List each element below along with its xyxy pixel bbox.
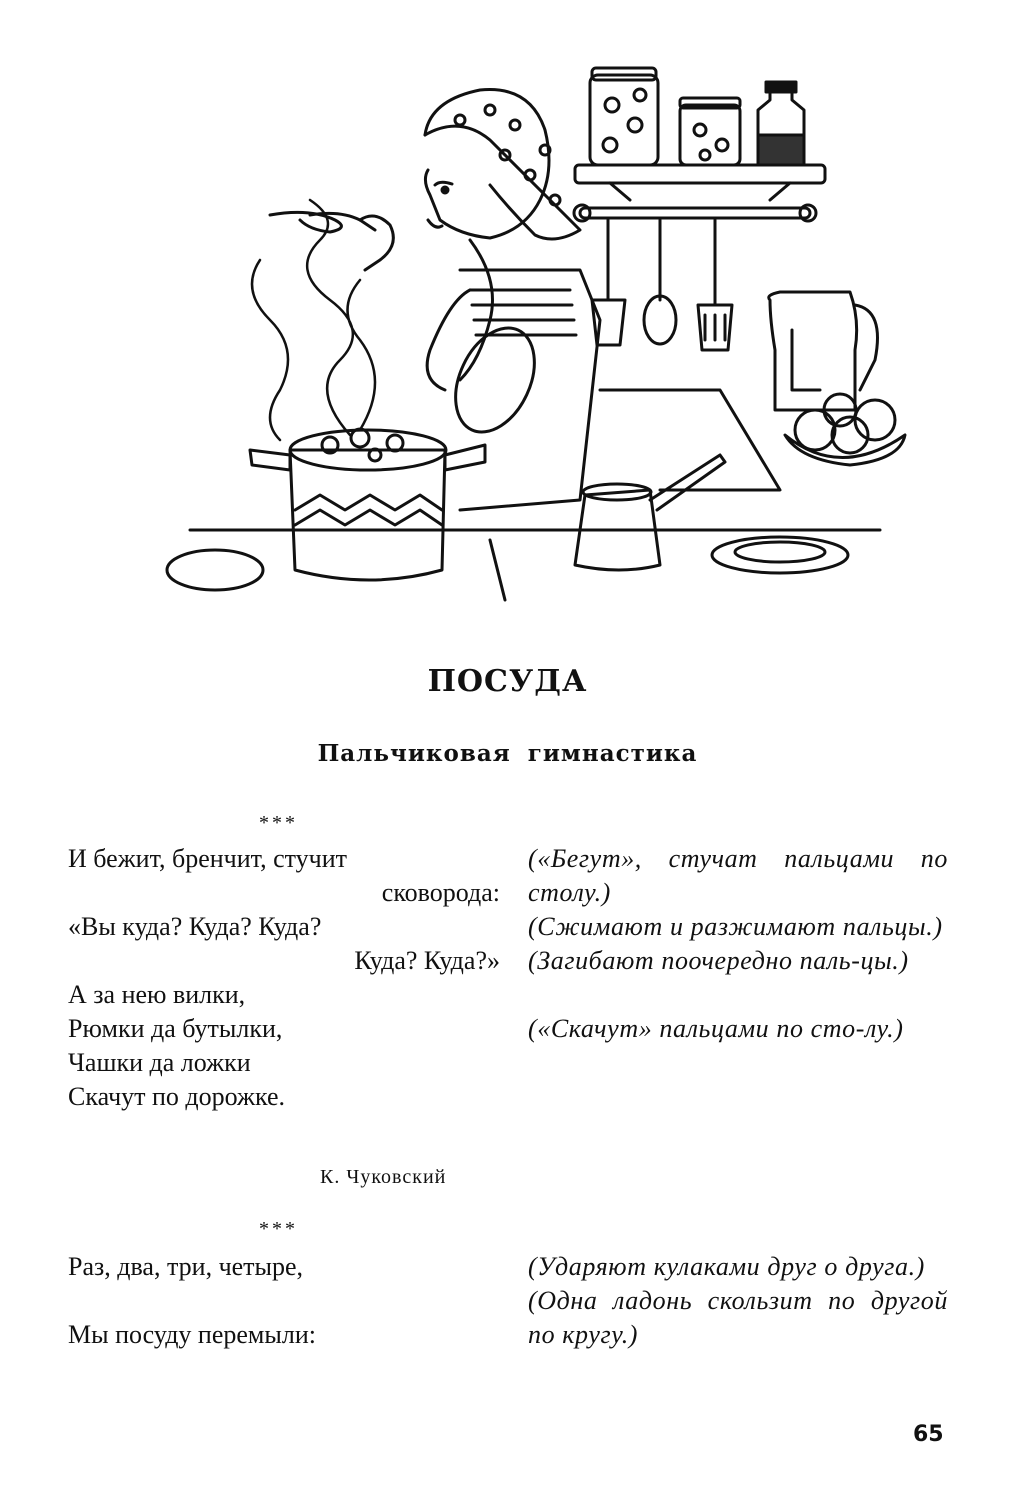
- poem-line: А за нею вилки,: [68, 980, 246, 1009]
- steam: [307, 200, 375, 435]
- poem-line: Чашки да ложки: [68, 1048, 251, 1077]
- coffee-pot: [575, 455, 725, 570]
- girl: [270, 90, 600, 511]
- page-number: 65: [913, 1422, 944, 1447]
- poem-line: Мы посуду перемыли:: [68, 1320, 316, 1349]
- utensil-rail: [574, 205, 816, 350]
- poem-2-notes: [528, 1250, 948, 1352]
- cooking-pot: [250, 429, 485, 580]
- poem-1-notes: [528, 842, 948, 1046]
- section-subtitle: Пальчиковая гимнастика: [317, 740, 698, 767]
- author-name: К. Чуковский: [320, 1166, 447, 1188]
- stage-note: (Загибают поочередно паль-цы.): [528, 946, 909, 975]
- poem-line: Скачут по дорожке.: [68, 1082, 286, 1111]
- poem-line: Раз, два, три, четыре,: [68, 1252, 304, 1281]
- poem-line: «Вы куда? Куда? Куда?: [68, 912, 322, 941]
- poem-line: сковорода:: [381, 878, 500, 907]
- kettle: [769, 292, 878, 410]
- separator-stars: ***: [259, 812, 298, 834]
- poem-line: Рюмки да бутылки,: [68, 1014, 283, 1043]
- stage-note: («Скачут» пальцами по сто-лу.): [528, 1014, 904, 1043]
- poem-line: Куда? Куда?»: [354, 946, 500, 975]
- poem-1: [68, 842, 500, 1114]
- page-title: ПОСУДА: [427, 664, 588, 699]
- stage-note: («Бегут», стучат пальцами по столу.): [528, 844, 948, 907]
- stage-note: (Ударяют кулаками друг о друга.): [528, 1252, 925, 1281]
- kitchen-illustration: [160, 60, 920, 620]
- separator-stars: ***: [259, 1218, 298, 1240]
- stage-note: (Сжимают и разжимают пальцы.): [528, 912, 943, 941]
- poem-line: И бежит, бренчит, стучит: [68, 844, 347, 873]
- stage-note: (Одна ладонь скользит по другой по кругу.): [528, 1286, 948, 1349]
- poem-2: [68, 1250, 316, 1352]
- shelf: [575, 68, 825, 200]
- pot-lid: [167, 550, 263, 590]
- fruit-bowl: [785, 394, 905, 465]
